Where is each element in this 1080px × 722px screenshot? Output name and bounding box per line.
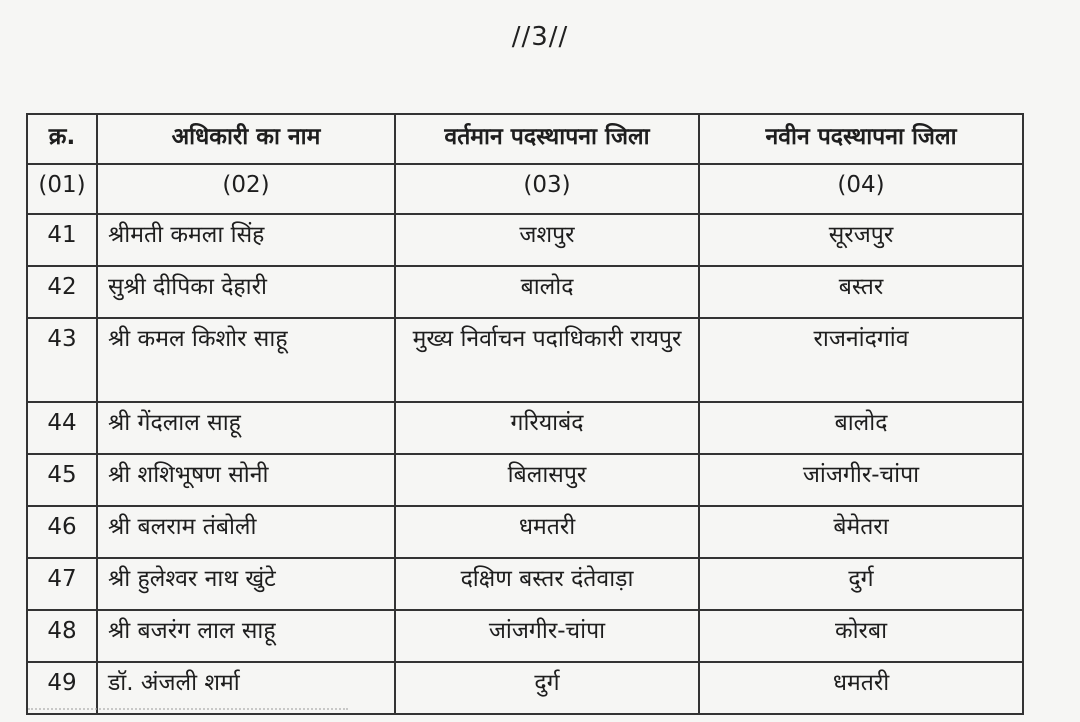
column-number-row	[27, 164, 1023, 214]
header-current-district: वर्तमान पदस्थापना जिला	[395, 114, 699, 164]
new-district-cell: बेमेतरा	[699, 506, 1023, 558]
new-district-cell: राजनांदगांव	[699, 318, 1023, 402]
new-district-cell: जांजगीर-चांपा	[699, 454, 1023, 506]
table-row	[27, 454, 1023, 506]
new-district-cell: कोरबा	[699, 610, 1023, 662]
officer-name-cell: श्री हुलेश्वर नाथ खुंटे	[97, 558, 395, 610]
serial-number-cell: 42	[27, 266, 97, 318]
column-number: (03)	[395, 164, 699, 214]
new-district-cell: बस्तर	[699, 266, 1023, 318]
current-district-cell: जशपुर	[395, 214, 699, 266]
officer-name-cell: श्री शशिभूषण सोनी	[97, 454, 395, 506]
column-number: (04)	[699, 164, 1023, 214]
page-number: //3//	[511, 22, 569, 52]
table-row	[27, 558, 1023, 610]
transfer-table	[26, 113, 1024, 715]
table-row	[27, 662, 1023, 714]
serial-number-cell: 41	[27, 214, 97, 266]
officer-name-cell: श्री बजरंग लाल साहू	[97, 610, 395, 662]
new-district-cell: दुर्ग	[699, 558, 1023, 610]
officer-name-cell: श्री गेंदलाल साहू	[97, 402, 395, 454]
serial-number-cell: 43	[27, 318, 97, 402]
table-header-row	[27, 114, 1023, 164]
current-district-cell: दक्षिण बस्तर दंतेवाड़ा	[395, 558, 699, 610]
table-row	[27, 214, 1023, 266]
header-officer-name: अधिकारी का नाम	[97, 114, 395, 164]
serial-number-cell: 49	[27, 662, 97, 714]
column-number: (01)	[27, 164, 97, 214]
current-district-cell: जांजगीर-चांपा	[395, 610, 699, 662]
table-row	[27, 402, 1023, 454]
new-district-cell: धमतरी	[699, 662, 1023, 714]
serial-number-cell: 44	[27, 402, 97, 454]
officer-name-cell: श्री बलराम तंबोली	[97, 506, 395, 558]
table-row	[27, 318, 1023, 402]
table-row	[27, 266, 1023, 318]
officer-name-cell: डॉ. अंजली शर्मा	[97, 662, 395, 714]
table-row	[27, 506, 1023, 558]
current-district-cell: गरियाबंद	[395, 402, 699, 454]
officer-name-cell: श्री कमल किशोर साहू	[97, 318, 395, 402]
serial-number-cell: 45	[27, 454, 97, 506]
officer-name-cell: सुश्री दीपिका देहारी	[97, 266, 395, 318]
new-district-cell: बालोद	[699, 402, 1023, 454]
header-serial-number: क्र.	[27, 114, 97, 164]
current-district-cell: मुख्य निर्वाचन पदाधिकारी रायपुर	[395, 318, 699, 402]
current-district-cell: धमतरी	[395, 506, 699, 558]
new-district-cell: सूरजपुर	[699, 214, 1023, 266]
serial-number-cell: 47	[27, 558, 97, 610]
current-district-cell: दुर्ग	[395, 662, 699, 714]
serial-number-cell: 48	[27, 610, 97, 662]
current-district-cell: बिलासपुर	[395, 454, 699, 506]
table-row	[27, 610, 1023, 662]
current-district-cell: बालोद	[395, 266, 699, 318]
serial-number-cell: 46	[27, 506, 97, 558]
header-new-district: नवीन पदस्थापना जिला	[699, 114, 1023, 164]
column-number: (02)	[97, 164, 395, 214]
officer-name-cell: श्रीमती कमला सिंह	[97, 214, 395, 266]
